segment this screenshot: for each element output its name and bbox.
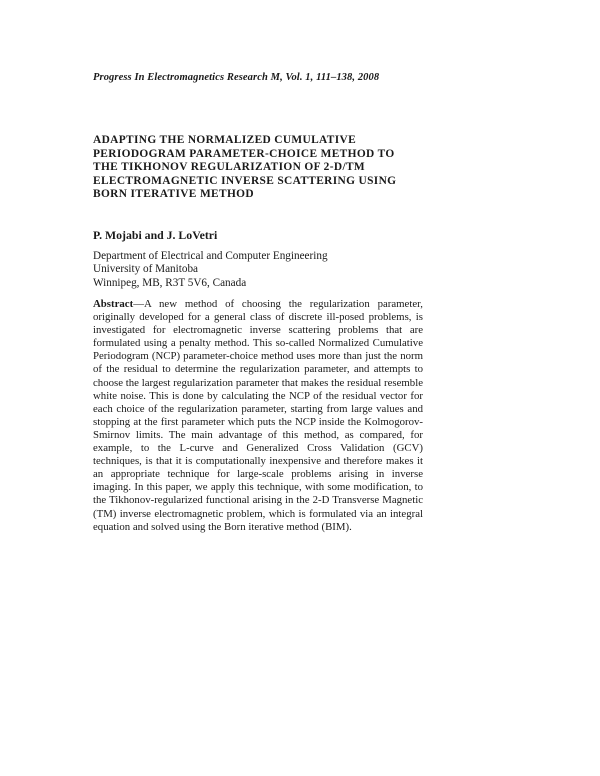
abstract-label: Abstract bbox=[93, 298, 134, 310]
affiliation bbox=[93, 250, 328, 290]
title-line: BORN ITERATIVE METHOD bbox=[93, 188, 254, 200]
paper-title bbox=[93, 134, 453, 202]
title-line: THE TIKHONOV REGULARIZATION OF 2-D/TM bbox=[93, 161, 366, 173]
affiliation-line: University of Manitoba bbox=[93, 263, 199, 276]
journal-citation: Progress In Electromagnetics Research M, Vol. 1, 111–138, 2008 bbox=[93, 72, 380, 83]
title-line: ELECTROMAGNETIC INVERSE SCATTERING USING bbox=[93, 174, 397, 187]
affiliation-line: Winnipeg, MB, R3T 5V6, Canada bbox=[93, 276, 247, 289]
title-line: PERIODOGRAM PARAMETER-CHOICE METHOD TO bbox=[93, 147, 395, 160]
title-line: ADAPTING THE NORMALIZED CUMULATIVE bbox=[93, 134, 357, 146]
affiliation-line: Department of Electrical and Computer Engineering bbox=[93, 250, 328, 262]
abstract-text: —A new method of choosing the regularization parameter, originally developed for a general class of discrete ill-posed problems, is investigated for electromagnetic inverse scattering problems that are formulated using a penalty method. This so-called Normalized Cumulative Periodogram (NCP) parameter-choice method uses more than just the norm of the residual to determine the regularization parameter, and attempts to choose the largest regularization parameter that makes the residual resemble white noise. This is done by calculating the NCP of the residual vector for each choice of the regularization parameter, starting from large values and stopping at the first parameter which puts the NCP inside the Kolmogorov-Smirnov limits. The main advantage of this method, as compared, for example, to the L-curve and Generalized Cross Validation (GCV) techniques, is that it is computationally inexpensive and therefore makes it an appropriate technique for large-scale problems arising in inverse imaging. In this paper, we apply this technique, with some modification, to the Tikhonov-regularized functional arising in the 2-D Transverse Magnetic (TM) inverse electromagnetic problem, which is formulated via an integral equation and solved using the Born iterative method (BIM). bbox=[93, 298, 423, 533]
authors: P. Mojabi and J. LoVetri bbox=[93, 228, 218, 242]
abstract bbox=[93, 298, 423, 534]
